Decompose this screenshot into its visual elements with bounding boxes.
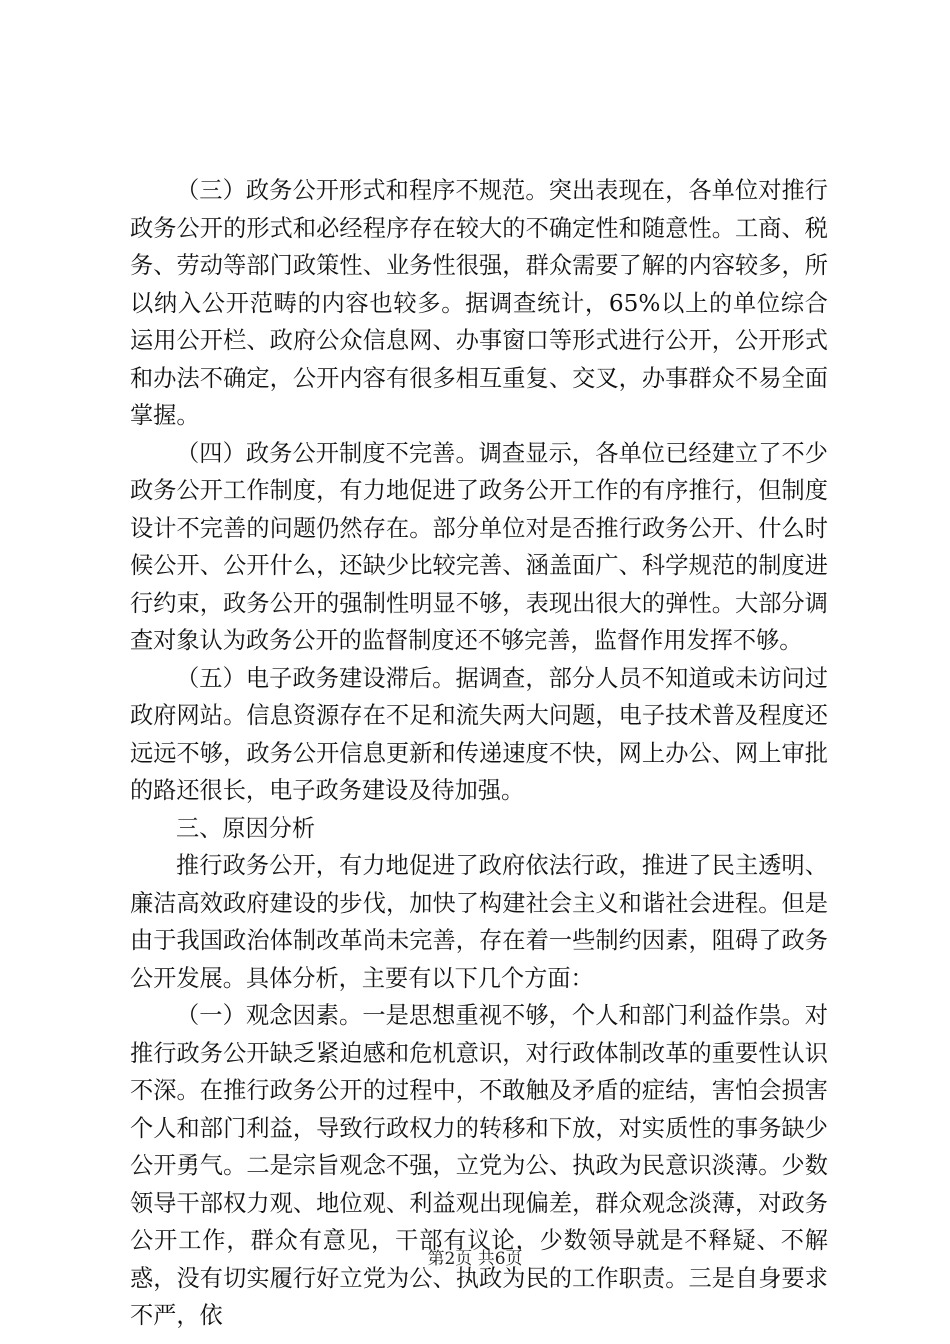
paragraph-concept-factor: （一）观念因素。一是思想重视不够，个人和部门利益作祟。对推行政务公开缺乏紧迫感和危机意识，对行政体制改革的重要性认识不深。在推行政务公开的过程中，不敢触及矛盾的症结，害怕会损害个人和部门利益，导致行政权力的转移和下放，对实质性的事务缺少公开勇气。二是宗旨观念不强，立党为公、执政为民意识淡薄。少数领导干部权力观、地位观、利益观出现偏差，群众观念淡薄，对政务公开工作，群众有意见，干部有议论，少数领导就是不释疑、不解惑，没有切实履行好立党为公、执政为民的工作职责。三是自身要求不严，依: [130, 1002, 828, 1329]
paragraph-system-imperfect: （四）政务公开制度不完善。调查显示，各单位已经建立了不少政务公开工作制度，有力地促进了政务公开工作的有序推行，但制度设计不完善的问题仍然存在。部分单位对是否推行政务公开、什么时候公开、公开什么，还缺少比较完善、涵盖面广、科学规范的制度进行约束，政务公开的强制性明显不够，表现出很大的弹性。大部分调查对象认为政务公开的监督制度还不够完善，监督作用发挥不够。: [130, 439, 828, 654]
paragraph-cause-intro: 推行政务公开，有力地促进了政府依法行政，推进了民主透明、廉洁高效政府建设的步伐，加快了构建社会主义和谐社会进程。但是由于我国政治体制改革尚未完善，存在着一些制约因素，阻碍了政务公开发展。具体分析，主要有以下几个方面：: [130, 852, 828, 992]
document-body: [130, 172, 828, 1335]
section-heading-cause-analysis: 三、原因分析: [176, 814, 316, 842]
page-number-footer: 第2页 共6页: [427, 1249, 523, 1269]
paragraph-form-procedure: （三）政务公开形式和程序不规范。突出表现在，各单位对推行政务公开的形式和必经程序存在较大的不确定性和随意性。工商、税务、劳动等部门政策性、业务性很强，群众需要了解的内容较多，所以纳入公开范畴的内容也较多。据调查统计，65%以上的单位综合运用公开栏、政府公众信息网、办事窗口等形式进行公开，公开形式和办法不确定，公开内容有很多相互重复、交叉，办事群众不易全面掌握。: [130, 177, 828, 429]
paragraph-e-government: （五）电子政务建设滞后。据调查，部分人员不知道或未访问过政府网站。信息资源存在不足和流失两大问题，电子技术普及程度还远远不够，政务公开信息更新和传递速度不快，网上办公、网上审批的路还很长，电子政务建设及待加强。: [130, 664, 828, 804]
